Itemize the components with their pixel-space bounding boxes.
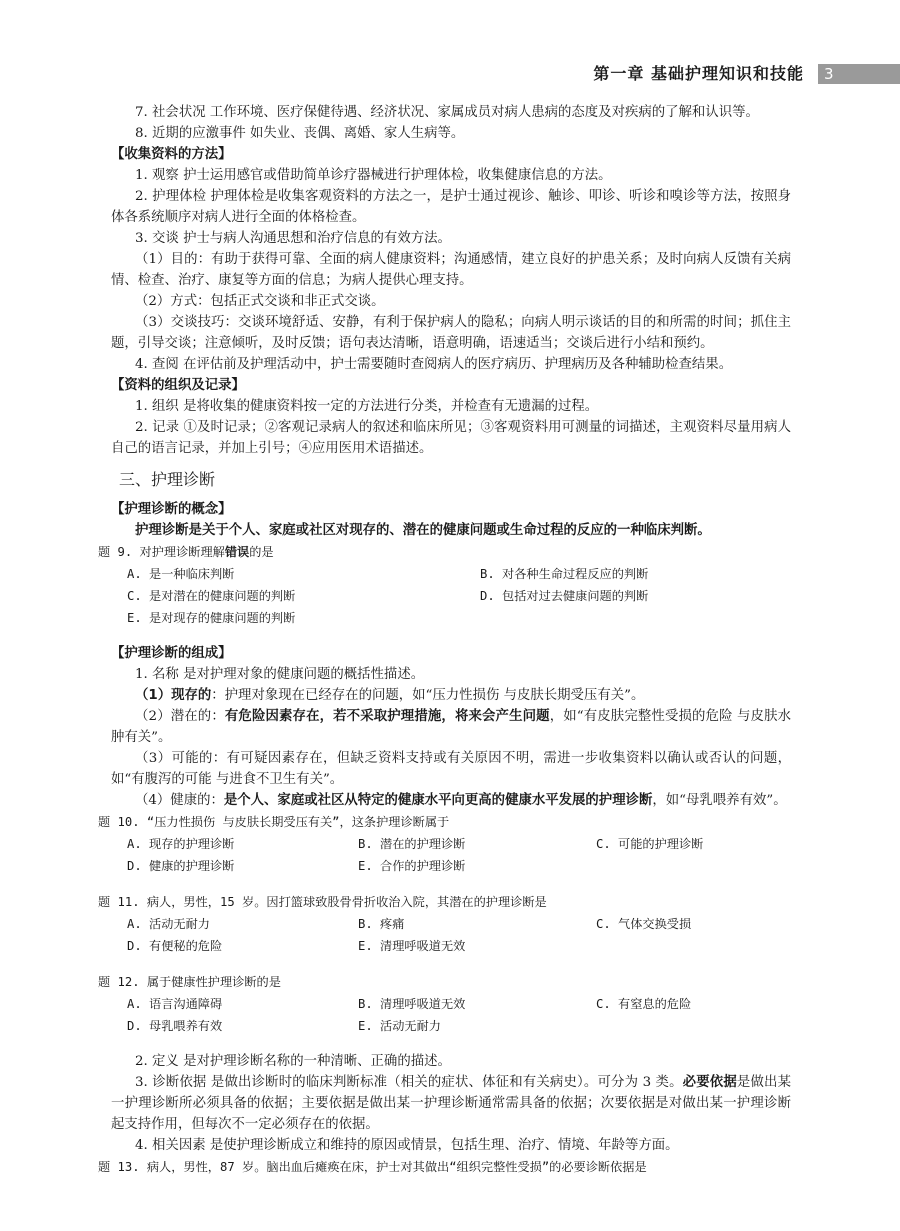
paragraph-risk: （2）潜在的：有危险因素存在，若不采取护理措施，将来会产生问题，如“有皮肤完整性受损的危险 与皮肤水肿有关”。 (111, 709, 792, 745)
paragraph-possible: （3）可能的：有可疑因素存在，但缺乏资料支持或有关原因不明，需进一步收集资料以确认或否认的问题，如“有腹泻的可能 与进食不卫生有关”。 (111, 751, 791, 787)
option: A. 语言沟通障碍 (127, 997, 223, 1011)
paragraph: 3. 交谈 护士与病人沟通思想和治疗信息的有效方法。 (135, 231, 451, 246)
option: A. 现存的护理诊断 (127, 837, 235, 851)
paragraph-criteria: 3. 诊断依据 是做出诊断时的临床判断标准（相关的症状、体征和有关病史）。可分为 3 类。必要依据是做出某一护理诊断所必须具备的依据；主要依据是做出某一护理诊断通常需具备的依据；次要依据是对做出某一护理诊断起支持作用，但每次不一定必须存在的依据。 (111, 1075, 791, 1132)
paragraph: （2）方式：包括正式交谈和非正式交谈。 (135, 294, 385, 309)
paragraph: 2. 定义 是对护理诊断名称的一种清晰、正确的描述。 (135, 1054, 451, 1069)
question-10-options (127, 833, 791, 877)
page-number: 3 (824, 65, 834, 83)
paragraph: 1. 组织 是将收集的健康资料按一定的方法进行分类，并检查有无遗漏的过程。 (135, 399, 599, 414)
paragraph: 1. 名称 是对护理对象的健康问题的概括性描述。 (135, 667, 425, 682)
paragraph: 2. 护理体检 护理体检是收集客观资料的方法之一，是护士通过视诊、触诊、叩诊、听诊和嗅诊等方法，按照身体各系统顺序对病人进行全面的体格检查。 (111, 189, 791, 225)
emphasis: 错误 (224, 545, 250, 559)
question-13-stem: 题 13. 病人，男性，87 岁。脑出血后瘫痪在床，护士对其做出“组织完整性受损”的必要诊断依据是 (98, 1160, 647, 1174)
paragraph: 7. 社会状况 工作环境、医疗保健待遇、经济状况、家属成员对病人患病的态度及对疾病的了解和认识等。 (135, 105, 759, 120)
question-12-options (127, 993, 791, 1037)
option: C. 是对潜在的健康问题的判断 (127, 589, 296, 603)
subheading-components: 【护理诊断的组成】 (111, 646, 232, 661)
option: E. 合作的护理诊断 (358, 859, 466, 873)
section-title-nursing-diagnosis: 三、护理诊断 (119, 470, 216, 489)
option: D. 母乳喂养有效 (127, 1019, 223, 1033)
option: C. 可能的护理诊断 (596, 837, 704, 851)
page-body (98, 102, 792, 1178)
question-12-stem: 题 12. 属于健康性护理诊断的是 (98, 975, 281, 989)
option: B. 对各种生命过程反应的判断 (480, 567, 649, 581)
page-number-tab (818, 64, 900, 84)
subheading-collect-methods: 【收集资料的方法】 (111, 147, 232, 162)
paragraph: （1）目的：有助于获得可靠、全面的病人健康资料；沟通感情，建立良好的护患关系；及时向病人反馈有关病情、检查、治疗、康复等方面的信息；为病人提供心理支持。 (111, 252, 791, 288)
question-11-options (127, 913, 791, 957)
option: D. 包括对过去健康问题的判断 (480, 589, 649, 603)
paragraph: 4. 查阅 在评估前及护理活动中，护士需要随时查阅病人的医疗病历、护理病历及各种辅助检查结果。 (135, 357, 733, 372)
paragraph-wellness: （4）健康的：是个人、家庭或社区从特定的健康水平向更高的健康水平发展的护理诊断，如“母乳喂养有效”。 (135, 793, 787, 808)
option: B. 清理呼吸道无效 (358, 997, 466, 1011)
option: B. 疼痛 (358, 917, 405, 931)
question-10-stem: 题 10. “压力性损伤 与皮肤长期受压有关”，这条护理诊断属于 (98, 815, 450, 829)
option: E. 活动无耐力 (358, 1019, 441, 1033)
option: B. 潜在的护理诊断 (358, 837, 466, 851)
option: E. 清理呼吸道无效 (358, 939, 466, 953)
paragraph: 2. 记录 ①及时记录；②客观记录病人的叙述和临床所见；③客观资料用可测量的词描述，主观资料尽量用病人自己的语言记录，并加上引号；④应用医用术语描述。 (111, 420, 791, 456)
chapter-title: 第一章 基础护理知识和技能 (593, 64, 804, 83)
subheading-concept: 【护理诊断的概念】 (111, 502, 232, 517)
option: C. 有窒息的危险 (596, 997, 692, 1011)
option: C. 气体交换受损 (596, 917, 692, 931)
option: D. 健康的护理诊断 (127, 859, 235, 873)
page-header (0, 62, 900, 86)
subheading-organize-record: 【资料的组织及记录】 (111, 378, 245, 393)
option: E. 是对现存的健康问题的判断 (127, 611, 296, 625)
option: A. 是一种临床判断 (127, 567, 235, 581)
paragraph: 8. 近期的应激事件 如失业、丧偶、离婚、家人生病等。 (135, 126, 465, 141)
paragraph: （3）交谈技巧：交谈环境舒适、安静，有利于保护病人的隐私；向病人明示谈话的目的和所需的时间；抓住主题，引导交谈；注意倾听，及时反馈；语句表达清晰，语意明确，语速适当；交谈后进行小结和预约。 (111, 315, 791, 351)
question-9-stem: 题 9. 对护理诊断理解错误的是 (98, 545, 274, 559)
option: A. 活动无耐力 (127, 917, 210, 931)
concept-definition: 护理诊断是关于个人、家庭或社区对现存的、潜在的健康问题或生命过程的反应的一种临床判断。 (135, 523, 711, 538)
paragraph: 1. 观察 护士运用感官或借助简单诊疗器械进行护理体检，收集健康信息的方法。 (135, 168, 612, 183)
option: D. 有便秘的危险 (127, 939, 223, 953)
question-11-stem: 题 11. 病人，男性，15 岁。因打篮球致股骨骨折收治入院，其潜在的护理诊断是 (98, 895, 547, 909)
paragraph: 4. 相关因素 是使护理诊断成立和维持的原因或情景，包括生理、治疗、情境、年龄等方面。 (135, 1138, 679, 1153)
question-9-options (127, 563, 791, 629)
paragraph-actual: （1）现存的：护理对象现在已经存在的问题，如“压力性损伤 与皮肤长期受压有关”。 (135, 688, 645, 703)
